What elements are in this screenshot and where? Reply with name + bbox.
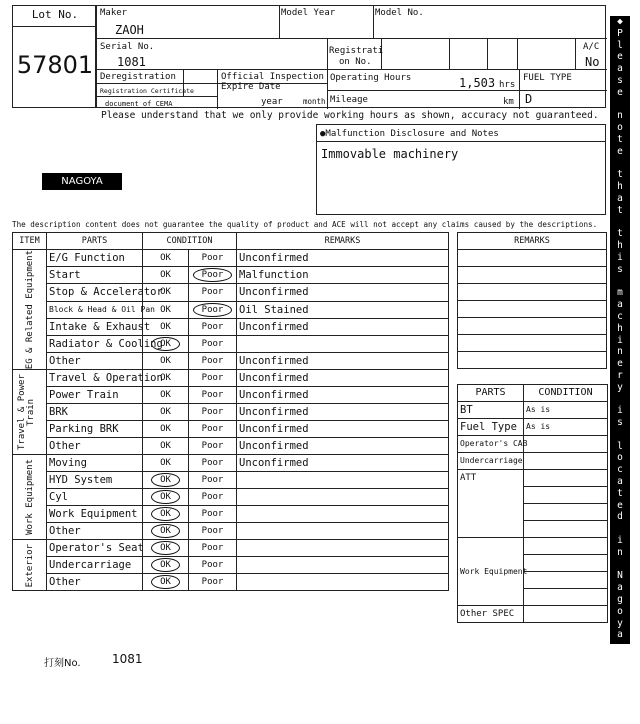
table-row xyxy=(13,574,449,591)
table-row xyxy=(13,540,449,557)
poor-option: Poor xyxy=(201,560,224,571)
table-row xyxy=(13,523,449,540)
remark: Unconfirmed xyxy=(237,370,449,387)
work-equipment-label: Work Equipment xyxy=(458,538,524,606)
part-name: Undercarriage xyxy=(47,557,143,574)
remark: Unconfirmed xyxy=(237,250,449,267)
model-no-label: Model No. xyxy=(375,8,424,18)
ok-cell[interactable] xyxy=(143,387,189,404)
bt-label: BT xyxy=(458,402,524,419)
ok-option-circled: OK xyxy=(151,541,180,555)
undercarriage-label: Undercarriage xyxy=(458,453,524,470)
poor-cell[interactable] xyxy=(189,301,237,318)
official-label-1: Official Inspection xyxy=(221,72,324,82)
official-label-2: Expire Date xyxy=(221,82,281,92)
part-name: BRK xyxy=(47,404,143,421)
poor-cell[interactable] xyxy=(189,489,237,506)
ac-label: A/C xyxy=(583,42,600,52)
poor-cell[interactable] xyxy=(189,404,237,421)
footer-label: 打刻No. xyxy=(44,658,81,669)
part-name: Power Train xyxy=(47,387,143,404)
right-remarks-header: REMARKS xyxy=(458,233,607,250)
poor-cell[interactable] xyxy=(189,472,237,489)
doc-cema-label: document of CEMA xyxy=(105,100,173,108)
right-condition-header: CONDITION xyxy=(524,385,608,402)
reg-cert-label: Registration Certificate xyxy=(100,87,194,95)
ok-option-circled: OK xyxy=(151,337,180,351)
poor-option: Poor xyxy=(201,475,224,486)
poor-cell[interactable] xyxy=(189,438,237,455)
operator-cab-label: Operator's CAB xyxy=(458,436,524,453)
maker-label: Maker xyxy=(100,8,128,18)
ok-cell[interactable] xyxy=(143,540,189,557)
fuel-type-value: D xyxy=(525,92,533,106)
remark: Unconfirmed xyxy=(237,421,449,438)
poor-option: Poor xyxy=(201,543,224,554)
table-row xyxy=(13,353,449,370)
ok-option: OK xyxy=(160,321,171,332)
fuel-type-row-value: As is xyxy=(524,419,608,436)
right-remark-cell xyxy=(458,250,607,267)
poor-cell[interactable] xyxy=(189,370,237,387)
part-name: E/G Function xyxy=(47,250,143,267)
part-name: Cyl xyxy=(47,489,143,506)
table-row xyxy=(13,421,449,438)
ok-option: OK xyxy=(160,390,171,401)
ok-option: OK xyxy=(160,458,171,469)
serial-value: 1081 xyxy=(117,55,146,69)
ok-option-circled: OK xyxy=(151,524,180,538)
table-row xyxy=(13,472,449,489)
poor-cell[interactable] xyxy=(189,523,237,540)
poor-cell[interactable] xyxy=(189,250,237,267)
remark xyxy=(237,489,449,506)
remark: Unconfirmed xyxy=(237,387,449,404)
right-remarks-table xyxy=(457,232,607,369)
poor-option-circled: Poor xyxy=(193,268,233,282)
item-group-cell xyxy=(13,250,47,370)
ok-option: OK xyxy=(160,270,171,281)
part-name: Intake & Exhaust xyxy=(47,318,143,335)
part-name: Other xyxy=(47,438,143,455)
poor-cell[interactable] xyxy=(189,353,237,370)
ac-value: No xyxy=(585,55,600,69)
location-badge: NAGOYA xyxy=(42,173,122,190)
poor-option: Poor xyxy=(201,373,224,384)
header-grid xyxy=(96,5,606,108)
remark xyxy=(237,557,449,574)
poor-option: Poor xyxy=(201,390,224,401)
poor-cell[interactable] xyxy=(189,335,237,352)
table-row xyxy=(13,335,449,352)
ok-option: OK xyxy=(160,304,171,315)
part-name: Parking BRK xyxy=(47,421,143,438)
header-remarks: REMARKS xyxy=(237,233,449,250)
poor-option: Poor xyxy=(201,287,224,298)
item-group-cell xyxy=(13,455,47,540)
poor-cell[interactable] xyxy=(189,387,237,404)
right-parts-table xyxy=(457,384,608,623)
diamond-outline-icon: ◇ xyxy=(617,712,623,724)
poor-option: Poor xyxy=(201,526,224,537)
ok-option: OK xyxy=(160,356,171,367)
footer-value: 1081 xyxy=(112,652,143,666)
poor-cell[interactable] xyxy=(189,506,237,523)
ok-cell[interactable] xyxy=(143,523,189,540)
malfunction-title: ●Malfunction Disclosure and Notes xyxy=(320,129,499,139)
poor-option: Poor xyxy=(201,577,224,588)
ok-option-circled: OK xyxy=(151,473,180,487)
right-remark-cell xyxy=(458,335,607,352)
ok-option-circled: OK xyxy=(151,558,180,572)
table-row xyxy=(13,557,449,574)
remark: Oil Stained xyxy=(237,301,449,318)
header-condition: CONDITION xyxy=(143,233,237,250)
header-parts: PARTS xyxy=(47,233,143,250)
remark xyxy=(237,540,449,557)
att-label: ATT xyxy=(458,470,524,538)
mileage-label: Mileage xyxy=(330,95,368,105)
table-row xyxy=(13,267,449,284)
table-row xyxy=(13,387,449,404)
table-header-row xyxy=(13,233,449,250)
part-name: Block & Head & Oil Pan xyxy=(47,301,143,318)
operating-hours-value: 1,503 xyxy=(459,76,496,90)
model-year-label: Model Year xyxy=(281,8,336,18)
table-row xyxy=(13,506,449,523)
table-row xyxy=(13,284,449,301)
remark: Unconfirmed xyxy=(237,404,449,421)
poor-option-circled: Poor xyxy=(193,303,233,317)
item-group-label: EG & Related Equipment xyxy=(24,250,35,370)
part-name: Start xyxy=(47,267,143,284)
ok-option: OK xyxy=(160,424,171,435)
remark: Malfunction xyxy=(237,267,449,284)
remark xyxy=(237,506,449,523)
disclaimer: The description content does not guarantee the quality of product and ACE will not accept any claims caused by the descriptions. xyxy=(12,220,598,229)
ok-option: OK xyxy=(160,407,171,418)
part-name: Other xyxy=(47,353,143,370)
table-row xyxy=(13,370,449,387)
part-name: Stop & Accelerator xyxy=(47,284,143,301)
ok-option-circled: OK xyxy=(151,507,180,521)
poor-option: Poor xyxy=(201,253,224,264)
item-group-label: Travel & Power Train xyxy=(16,374,36,451)
lot-box xyxy=(12,5,96,108)
table-row xyxy=(13,318,449,335)
remark xyxy=(237,472,449,489)
ok-option: OK xyxy=(160,373,171,384)
fuel-type-label: FUEL TYPE xyxy=(523,73,572,83)
lot-number: 57801 xyxy=(16,51,94,79)
ok-cell[interactable] xyxy=(143,250,189,267)
side-notice-text: P l e a s e n o t e t h a t t h i s m a c h i n e r y i s l o c a t e d i n N a g o y a Y a r d xyxy=(617,27,623,700)
right-remark-cell xyxy=(458,352,607,369)
diamond-icon: ◆ xyxy=(617,700,623,712)
other-spec-label: Other SPEC xyxy=(458,606,524,623)
year-label: year xyxy=(261,97,283,107)
header-item: ITEM xyxy=(13,233,47,250)
remark: Unconfirmed xyxy=(237,438,449,455)
ok-cell[interactable] xyxy=(143,421,189,438)
item-group-cell xyxy=(13,370,47,455)
maker-value: ZAOH xyxy=(115,23,144,37)
ok-option: OK xyxy=(160,253,171,264)
malfunction-box xyxy=(316,124,606,215)
right-remark-cell xyxy=(458,318,607,335)
poor-cell[interactable] xyxy=(189,540,237,557)
right-parts-header: PARTS xyxy=(458,385,524,402)
ok-cell[interactable] xyxy=(143,267,189,284)
part-name: Other xyxy=(47,523,143,540)
part-name: Other xyxy=(47,574,143,591)
month-label: month xyxy=(303,97,326,106)
poor-option: Poor xyxy=(201,407,224,418)
hours-notice: Please understand that we only provide working hours as shown, accuracy not guaranteed. xyxy=(101,110,599,121)
part-name: Work Equipment xyxy=(47,506,143,523)
side-notice xyxy=(610,16,630,724)
part-name: Moving xyxy=(47,455,143,472)
right-remark-cell xyxy=(458,284,607,301)
ok-option-circled: OK xyxy=(151,575,180,589)
poor-option: Poor xyxy=(201,509,224,520)
item-group-cell xyxy=(13,540,47,591)
ok-cell[interactable] xyxy=(143,489,189,506)
part-name: Travel & Operation xyxy=(47,370,143,387)
poor-option: Poor xyxy=(201,441,224,452)
lot-label-divider xyxy=(13,26,97,27)
poor-cell[interactable] xyxy=(189,455,237,472)
poor-option: Poor xyxy=(201,321,224,332)
part-name: Radiator & Cooling xyxy=(47,335,143,352)
ok-option-circled: OK xyxy=(151,490,180,504)
fuel-type-row-label: Fuel Type xyxy=(458,419,524,436)
poor-cell[interactable] xyxy=(189,318,237,335)
ok-option: OK xyxy=(160,441,171,452)
registration-label-1: Registrati xyxy=(329,46,384,56)
remark xyxy=(237,523,449,540)
bt-value: As is xyxy=(524,402,608,419)
poor-cell[interactable] xyxy=(189,421,237,438)
ok-option: OK xyxy=(160,287,171,298)
deregistration-label: Deregistration xyxy=(100,72,176,82)
right-remark-cell xyxy=(458,301,607,318)
ok-cell[interactable] xyxy=(143,557,189,574)
poor-option: Poor xyxy=(201,338,224,349)
remark: Unconfirmed xyxy=(237,353,449,370)
poor-cell[interactable] xyxy=(189,574,237,591)
remark xyxy=(237,574,449,591)
poor-cell[interactable] xyxy=(189,284,237,301)
ok-cell[interactable] xyxy=(143,438,189,455)
table-row xyxy=(13,455,449,472)
part-name: Operator's Seat xyxy=(47,540,143,557)
remark: Unconfirmed xyxy=(237,318,449,335)
table-row xyxy=(13,438,449,455)
part-name: HYD System xyxy=(47,472,143,489)
lot-label: Lot No. xyxy=(31,8,79,21)
remark: Unconfirmed xyxy=(237,455,449,472)
remark xyxy=(237,335,449,352)
remark: Unconfirmed xyxy=(237,284,449,301)
poor-option: Poor xyxy=(201,356,224,367)
hrs-label: hrs xyxy=(499,80,516,90)
serial-label: Serial No. xyxy=(100,42,155,52)
ok-cell[interactable] xyxy=(143,353,189,370)
right-remark-cell xyxy=(458,267,607,284)
diamond-icon: ◆ xyxy=(617,16,623,27)
table-row xyxy=(13,301,449,318)
ok-cell[interactable] xyxy=(143,404,189,421)
inspection-table xyxy=(12,232,449,591)
poor-option: Poor xyxy=(201,458,224,469)
poor-cell[interactable] xyxy=(189,557,237,574)
poor-cell[interactable] xyxy=(189,267,237,284)
malfunction-text: Immovable machinery xyxy=(321,147,459,161)
registration-label-2: on No. xyxy=(339,57,372,67)
item-group-label: Work Equipment xyxy=(24,459,35,536)
ok-cell[interactable] xyxy=(143,506,189,523)
table-row xyxy=(13,489,449,506)
ok-cell[interactable] xyxy=(143,472,189,489)
ok-cell[interactable] xyxy=(143,455,189,472)
poor-option: Poor xyxy=(201,424,224,435)
table-row xyxy=(13,404,449,421)
operating-hours-label: Operating Hours xyxy=(330,73,412,83)
item-group-label: Exterior xyxy=(24,543,35,587)
poor-option: Poor xyxy=(201,492,224,503)
km-label: km xyxy=(503,97,514,107)
table-row xyxy=(13,250,449,267)
ok-cell[interactable] xyxy=(143,574,189,591)
